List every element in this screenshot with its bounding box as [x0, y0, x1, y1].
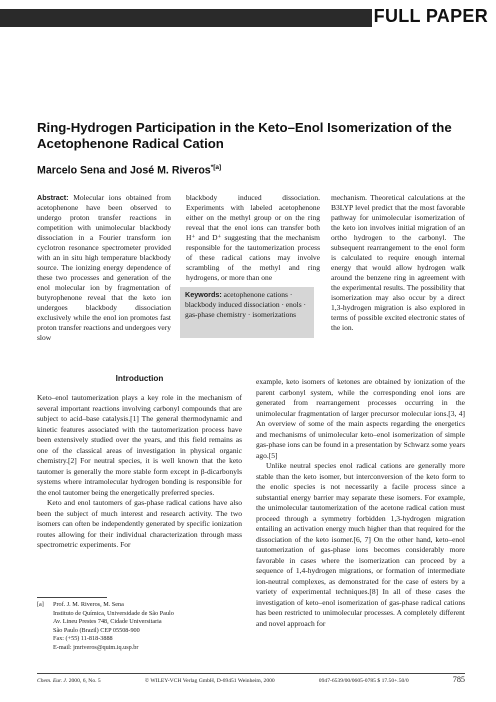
- introduction-heading: Introduction: [115, 374, 164, 383]
- footer-divider: [37, 673, 465, 674]
- section-label: FULL PAPER: [373, 6, 488, 26]
- footnote-mark: [a]: [37, 601, 44, 608]
- author-names: Marcelo Sena and José M. Riveros: [37, 164, 211, 177]
- introduction-column-2: [256, 377, 465, 629]
- article-title: Ring-Hydrogen Participation in the Keto–Enol Isomerization of the Acetophenone Radical Cation: [37, 120, 452, 151]
- keywords-box: [180, 287, 314, 338]
- abstract-text-1: Molecular ions obtained from acetophenone have been observed to undergo proton transfer reactions in competition with unimolecular blackbody dissociation in a Fourier transform ion cyclotron resonance spectrometer provided with an in situ high temperature blackbody source. The ionizing energy dependence of these two processes and generation of the enol molecular ion by fragmentation of butyrophenone reveal that the keto ion undergoes blackbody dissociation exclusively while the enol ion promotes fast proton transfer reactions and undergoes very slow: [37, 193, 172, 342]
- affiliation-footnote: [37, 601, 242, 652]
- publisher-line: © WILEY-VCH Verlag GmbH, D-69451 Weinheim, 2000: [144, 678, 275, 684]
- footnote-divider: [37, 597, 107, 598]
- abstract-text-2: blackbody induced dissociation. Experiments with labeled acetophenone either on the methyl group or on the ring reveal that the enol ions can transfer both H⁺ and D⁺ suggesting that the mechanism responsible for the tautomerization process of these radical cations may involve scrambling of the methyl and ring hydrogens, or more than one: [186, 193, 320, 282]
- citation: [37, 677, 101, 685]
- paragraph: example, keto isomers of ketones are obtained by ionization of the parent carbonyl system, while the corresponding enol ions are generated from rearrangement processes occurring in the unimolecular fragmentation of larger precursor molecular ions.[3, 4] An overview of some of the main aspects regarding the energetics and mechanisms of unimolecular keto–enol isomerization of simple gas-phase ions can be found in a presentation by Schwarz some years ago.[5]: [256, 377, 465, 460]
- journal-name: Chem. Eur. J.: [37, 678, 68, 684]
- abstract-column-3: [331, 193, 465, 333]
- paragraph: Keto–enol tautomerization plays a key role in the mechanism of several important reactions involving carbonyl compounds that are subject to acid–base catalysis.[1] The general thermodynamic and kinetic features associated with the tautomerization process have been extensively studied over the years, and this field remains as one of the classical areas of investigation in physical organic chemistry.[2] For neutral species, it is well known that the keto tautomer is generally the more stable form except in β-dicarbonyls systems where intramolecular hydrogen bonding is responsible for the enol tautomer being the energetically preferred species.: [37, 393, 242, 497]
- introduction-column-1: [37, 393, 242, 551]
- abstract-column-1: [37, 193, 171, 343]
- footnote-line: [a] Prof. J. M. Riveros, M. Sena: [37, 601, 124, 608]
- footnote-line: Av. Lineu Prestes 748, Cidade Universitaria: [53, 618, 162, 625]
- paragraph: Unlike neutral species enol radical cations are generally more stable than the keto isomer, but interconversion of the keto form to the enolic species is not necessarily a facile process since a substantial energy barrier may separate these isomers. For example, the unimolecular tautomerization of the acetone radical cation must proceed through a symmetry forbidden 1,3-hydrogen migration entailing an activation energy much higher than that required for the dissociation of the keto isomer.[6, 7] On the other hand, keto–enol tautomerization of gas-phase ions becomes considerably more favorable in cases where the isomerization can proceed by a sequence of 1,4-hydrogen migrations, or formation of intermediate ion-neutral complexes, as demonstrated for the case of esters by a variety of experimental techniques.[8] In all of these cases the investigation of keto–enol isomerization of gas-phase radical cations has been restricted to unimolecular processes. A completely different and novel approach for: [256, 461, 465, 628]
- keywords-text: acetophenone cations · blackbody induced dissociation · enols · gas-phase chemistry · isomerizations: [185, 290, 307, 319]
- abstract-label: Abstract:: [37, 193, 69, 202]
- issn-line: 0947-6539/00/0605-0785 $ 17.50+.50/0: [318, 678, 409, 684]
- keywords-label: Keywords:: [185, 290, 222, 299]
- footnote-line: São Paulo (Brazil) CEP 05508-900: [53, 626, 140, 634]
- header-bar: [0, 9, 372, 27]
- page-header-banner: [0, 0, 496, 34]
- journal-volume: 2000, 6, No. 5: [68, 678, 101, 684]
- footnote-line: Instituto de Química, Universidade de São Paulo: [53, 609, 174, 617]
- abstract-text-3: mechanism. Theoretical calculations at the B3LYP level predict that the most favorable pathway for unimolecular isomerization of the keto ion involves initial migration of an ortho hydrogen to the carbonyl. The subsequent rearrangement to the enol form is calculated to require enough internal energy that would allow hydrogen walk around the benzene ring in agreement with the experimental results. The possibility that isomerization may also occur by a direct 1,3-hydrogen migration is also explored in terms of possible excited electronic states of the ion.: [331, 193, 465, 332]
- footnote-line: E-mail: jmriveros@quim.iq.usp.br: [53, 643, 139, 651]
- footnote-line: Fax: (+55) 11-818-3888: [53, 635, 113, 642]
- author-line: [37, 164, 467, 177]
- paragraph: Keto and enol tautomers of gas-phase radical cations have also been the subject of much interest and research activity. The two isomers can often be independently generated by specific ionization routes allowing for their individual characterization through mass spectrometric experiments. For: [37, 498, 242, 549]
- page-number: 785: [452, 675, 465, 684]
- page-footer: [37, 676, 465, 685]
- abstract-column-2: [186, 193, 320, 283]
- author-affiliation-mark: *[a]: [210, 164, 222, 171]
